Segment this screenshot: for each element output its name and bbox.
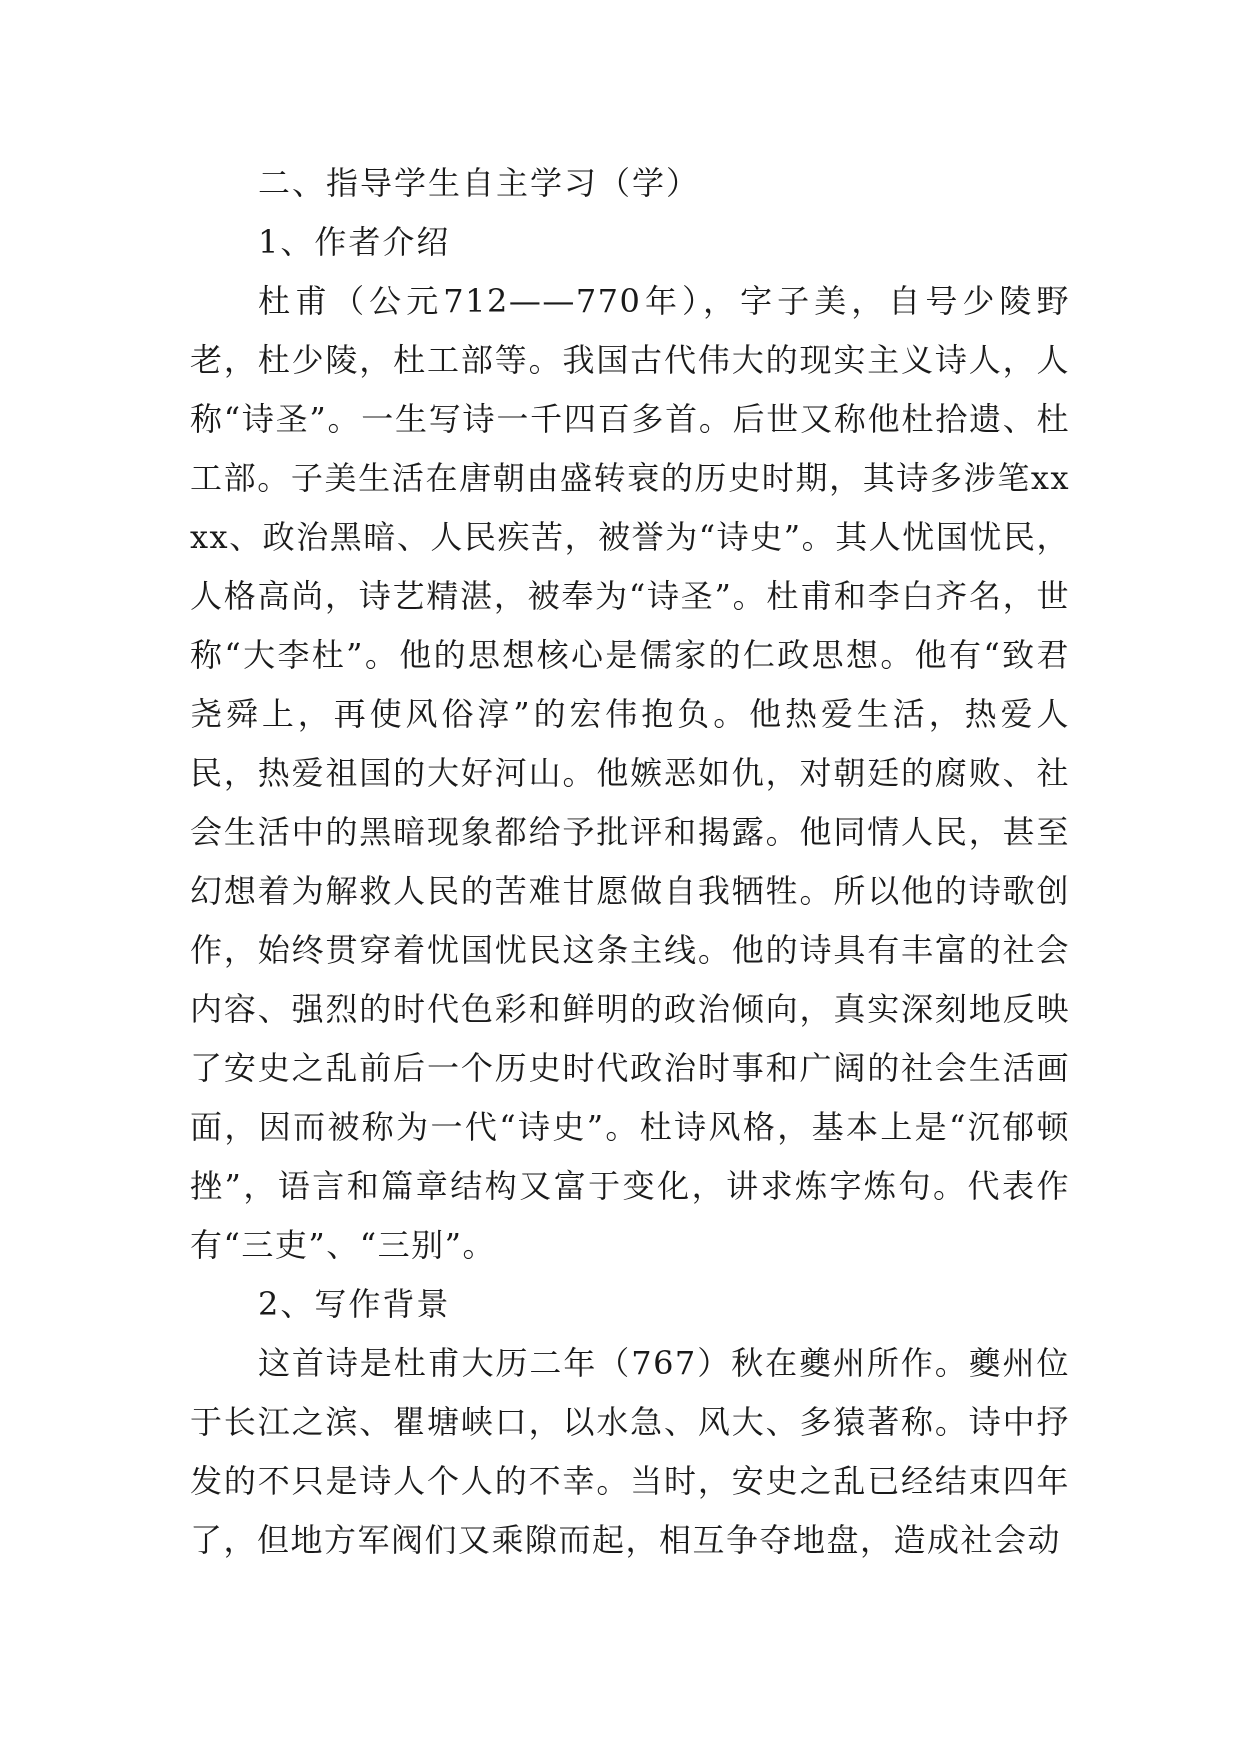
paragraph-author-intro: 杜甫（公元712——770年），字子美，自号少陵野老，杜少陵，杜工部等。我国古代伟大的现实主义诗人，人称“诗圣”。一生写诗一千四百多首。后世又称他杜拾遗、杜工部。子美生活在唐朝由盛转衰的历史时期，其诗多涉笔xxxx、政治黑暗、人民疾苦，被誉为“诗史”。其人忧国忧民，人格高尚，诗艺精湛，被奉为“诗圣”。杜甫和李白齐名，世称“大李杜”。他的思想核心是儒家的仁政思想。他有“致君尧舜上，再使风俗淳”的宏伟抱负。他热爱生活，热爱人民，热爱祖国的大好河山。他嫉恶如仇，对朝廷的腐败、社会生活中的黑暗现象都给予批评和揭露。他同情人民，甚至幻想着为解救人民的苦难甘愿做自我牺牲。所以他的诗歌创作，始终贯穿着忧国忧民这条主线。他的诗具有丰富的社会内容、强烈的时代色彩和鲜明的政治倾向，真实深刻地反映了安史之乱前后一个历史时代政治时事和广阔的社会生活画面，因而被称为一代“诗史”。杜诗风格，基本上是“沉郁顿挫”，语言和篇章结构又富于变化，讲求炼字炼句。代表作有“三吏”、“三别”。 [190, 282, 1070, 1264]
document-page [190, 154, 1070, 1570]
subsection-heading-background: 2、写作背景 [258, 1285, 451, 1323]
paragraph-writing-background: 这首诗是杜甫大历二年（767）秋在夔州所作。夔州位于长江之滨、瞿塘峡口，以水急、风大、多猿著称。诗中抒发的不只是诗人个人的不幸。当时，安史之乱已经结束四年了，但地方军阀们又乘隙而起，相互争夺地盘，造成社会动 [190, 1344, 1070, 1559]
subsection-heading-author: 1、作者介绍 [258, 223, 451, 261]
section-heading: 二、指导学生自主学习（学） [258, 164, 701, 202]
